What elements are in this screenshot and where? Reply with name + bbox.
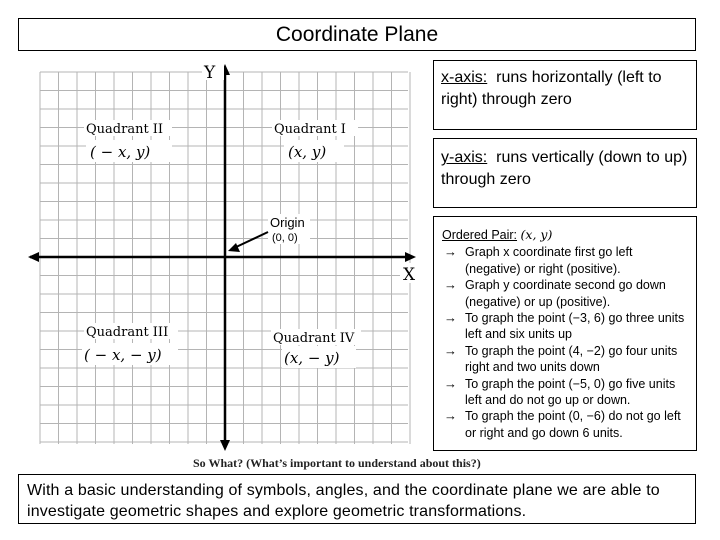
ordered-pair-notation: (x, y)	[520, 227, 553, 242]
page-title: Coordinate Plane	[18, 18, 696, 51]
x-axis-definition	[433, 60, 697, 130]
quadrant-iv-label: Quadrant IV	[273, 331, 355, 346]
y-axis-description: runs vertically (down to up) through zero	[441, 149, 688, 188]
y-axis-bottom-arrow	[220, 440, 230, 451]
ordered-pair-heading	[442, 227, 688, 243]
origin-label: Origin	[270, 215, 305, 230]
origin-pointer	[234, 232, 268, 248]
quadrant-iv-coords: (x, − y)	[284, 349, 340, 367]
list-item: → To graph the point (0, −6) do not go left or right and go down 6 units.	[442, 408, 688, 441]
quadrant-ii-coords: ( − x, y)	[90, 143, 151, 161]
summary-text: With a basic understanding of symbols, angles, and the coordinate plane we are able to investigate geometric shapes and explore geometric transformations.	[18, 474, 696, 524]
quadrant-i-coords: (x, y)	[288, 143, 327, 161]
y-axis-definition	[433, 138, 697, 208]
list-item: → To graph the point (−5, 0) go five units left and do not go up or down.	[442, 376, 688, 409]
list-item: → To graph the point (−3, 6) go three units left and six units up	[442, 310, 688, 343]
x-axis-left-arrow	[28, 252, 39, 262]
quadrant-iii-label: Quadrant III	[86, 325, 169, 340]
quadrant-ii-label: Quadrant II	[86, 122, 164, 137]
quadrant-iii-coords: ( − x, − y)	[84, 346, 162, 364]
x-axis-label: X	[403, 265, 416, 285]
y-axis-label: Y	[204, 63, 216, 83]
list-item: → Graph y coordinate second go down (negative) or up (positive).	[442, 277, 688, 310]
x-axis-description: runs horizontally (left to right) through zero	[441, 69, 662, 108]
origin-pointer-head	[228, 243, 240, 252]
list-item: → To graph the point (4, −2) go four units right and two units down	[442, 343, 688, 376]
ordered-pair-term: Ordered Pair:	[442, 228, 518, 242]
ordered-pair-steps	[442, 244, 688, 441]
x-axis-term: x-axis:	[441, 69, 488, 86]
ordered-pair-definition	[433, 216, 697, 451]
origin-coords: (0, 0)	[272, 232, 298, 244]
coordinate-plane	[28, 60, 428, 455]
list-item: → Graph x coordinate first go left (negative) or right (positive).	[442, 244, 688, 277]
y-axis-term: y-axis:	[441, 149, 488, 166]
quadrant-i-label: Quadrant I	[274, 122, 346, 137]
so-what-heading: So What? (What’s important to understand about this?)	[193, 456, 481, 470]
